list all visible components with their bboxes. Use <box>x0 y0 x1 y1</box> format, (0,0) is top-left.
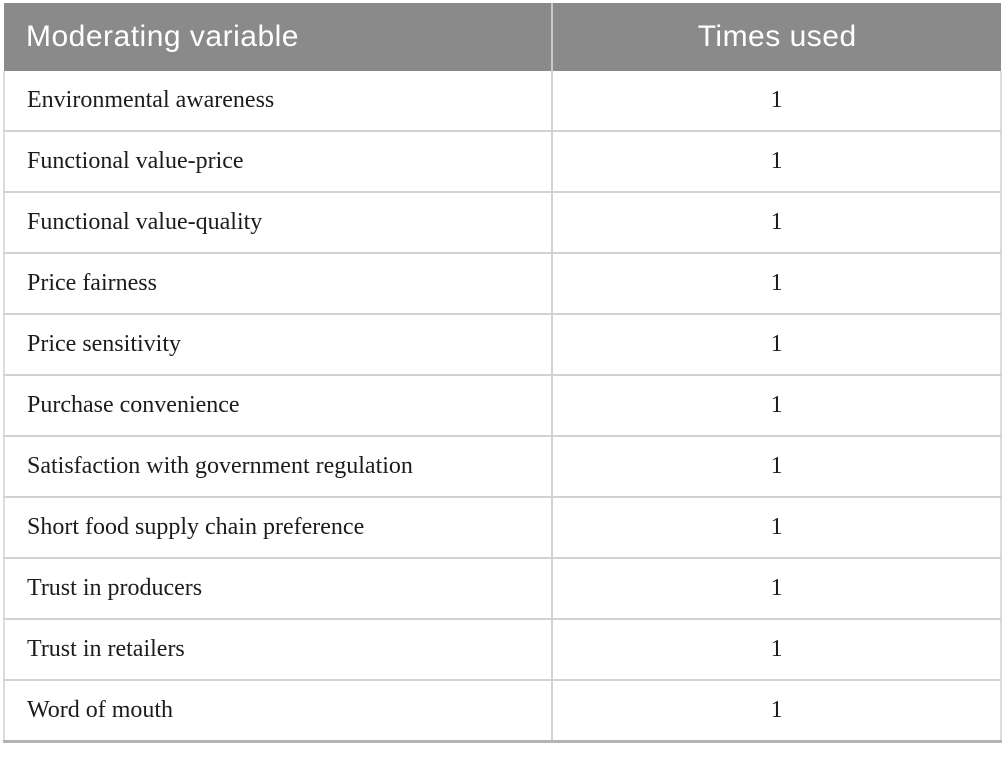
variable-cell: Environmental awareness <box>4 71 552 131</box>
table-row <box>4 131 1001 192</box>
table-row <box>4 253 1001 314</box>
table-row <box>4 375 1001 436</box>
table-header <box>4 3 1001 71</box>
times-used-cell: 1 <box>552 436 1001 497</box>
table-row <box>4 436 1001 497</box>
times-used-cell: 1 <box>552 71 1001 131</box>
variable-cell: Trust in retailers <box>4 619 552 680</box>
table-row <box>4 558 1001 619</box>
variable-cell: Purchase convenience <box>4 375 552 436</box>
table-row <box>4 497 1001 558</box>
variable-cell: Short food supply chain preference <box>4 497 552 558</box>
times-used-cell: 1 <box>552 314 1001 375</box>
variable-cell: Functional value-price <box>4 131 552 192</box>
header-row <box>4 3 1001 71</box>
times-used-cell: 1 <box>552 253 1001 314</box>
table-body <box>4 71 1001 742</box>
column-header-times-used: Times used <box>552 3 1001 71</box>
table-row <box>4 192 1001 253</box>
times-used-cell: 1 <box>552 131 1001 192</box>
variable-cell: Functional value-quality <box>4 192 552 253</box>
variable-cell: Word of mouth <box>4 680 552 742</box>
times-used-cell: 1 <box>552 192 1001 253</box>
times-used-cell: 1 <box>552 619 1001 680</box>
moderating-variables-table <box>3 3 1002 743</box>
variable-cell: Price sensitivity <box>4 314 552 375</box>
times-used-cell: 1 <box>552 680 1001 742</box>
times-used-cell: 1 <box>552 497 1001 558</box>
table-row <box>4 314 1001 375</box>
table-row <box>4 71 1001 131</box>
times-used-cell: 1 <box>552 375 1001 436</box>
variable-cell: Satisfaction with government regulation <box>4 436 552 497</box>
table-row <box>4 619 1001 680</box>
table-row <box>4 680 1001 742</box>
variable-cell: Trust in producers <box>4 558 552 619</box>
variable-cell: Price fairness <box>4 253 552 314</box>
column-header-moderating-variable: Moderating variable <box>4 3 552 71</box>
times-used-cell: 1 <box>552 558 1001 619</box>
